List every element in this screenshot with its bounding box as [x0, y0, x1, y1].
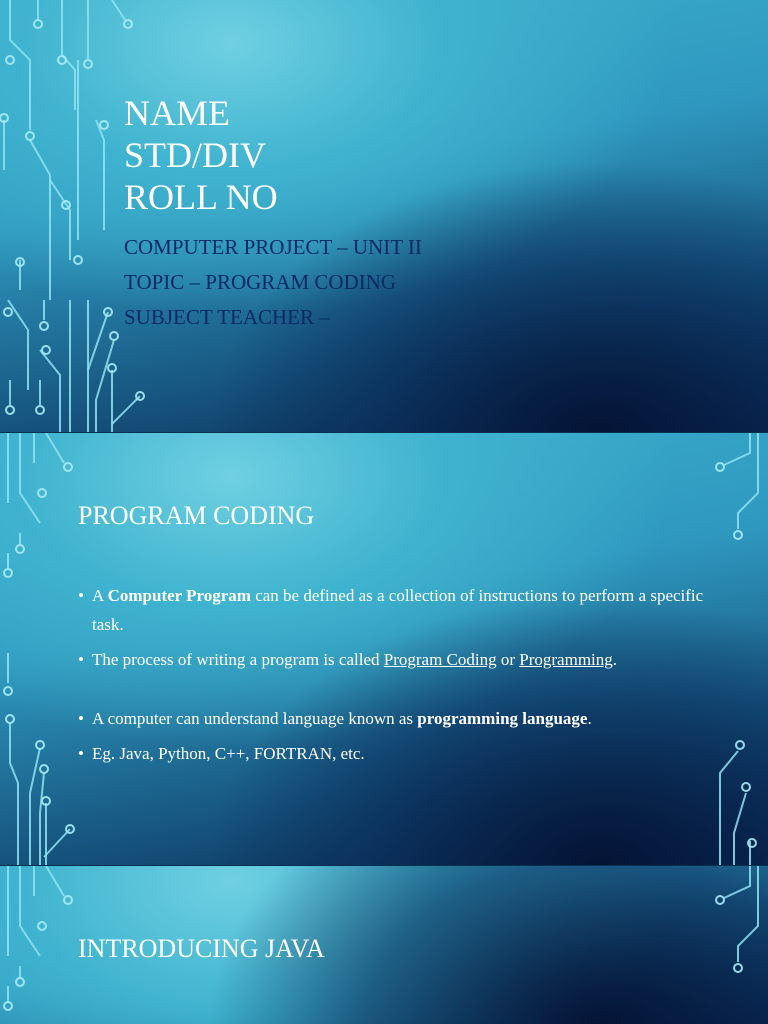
program-coding-link[interactable]: Program Coding	[383, 650, 497, 669]
bullet-text: or	[496, 650, 520, 669]
title-std-div: STD/DIV	[124, 135, 266, 175]
bullet-text: .	[612, 650, 618, 669]
bullet-computer-program	[78, 581, 708, 639]
programming-link[interactable]: Programming	[519, 650, 613, 669]
title-roll-no: ROLL NO	[124, 177, 278, 217]
bullet-text: A	[92, 586, 108, 605]
bullet-program-coding	[78, 645, 708, 674]
subtitle-topic: TOPIC – PROGRAM CODING	[124, 270, 397, 294]
slide-title: INTRODUCING JAVA	[78, 934, 325, 963]
circuit-decoration-right	[700, 866, 768, 1024]
slide-title: PROGRAM CODING	[78, 501, 315, 530]
subtitle-block	[124, 230, 422, 335]
bullet-list	[78, 581, 708, 774]
bullet-text: A computer can understand language known as	[92, 709, 418, 728]
bullet-text: Eg. Java, Python, C++, FORTRAN, etc.	[92, 744, 365, 763]
bullet-examples	[78, 739, 708, 768]
introducing-java-slide	[0, 866, 768, 1024]
bullet-text: .	[587, 709, 592, 728]
subtitle-teacher: SUBJECT TEACHER –	[124, 305, 330, 329]
circuit-decoration-left	[0, 866, 90, 1024]
bullet-programming-language	[78, 704, 708, 733]
bullet-text: The process of writing a program is called	[92, 650, 384, 669]
bullet-text: can be defined as a collection of instructions to perform a specific task.	[92, 586, 704, 634]
circuit-decoration-left	[0, 433, 90, 865]
bold-term: Computer Program	[107, 586, 251, 605]
title-slide	[0, 0, 768, 432]
title-block	[124, 92, 278, 218]
title-name: NAME	[124, 93, 230, 133]
program-coding-slide	[0, 433, 768, 865]
bold-term: programming language	[417, 709, 588, 728]
subtitle-project: COMPUTER PROJECT – UNIT II	[124, 235, 422, 259]
circuit-decoration-right	[700, 433, 768, 865]
